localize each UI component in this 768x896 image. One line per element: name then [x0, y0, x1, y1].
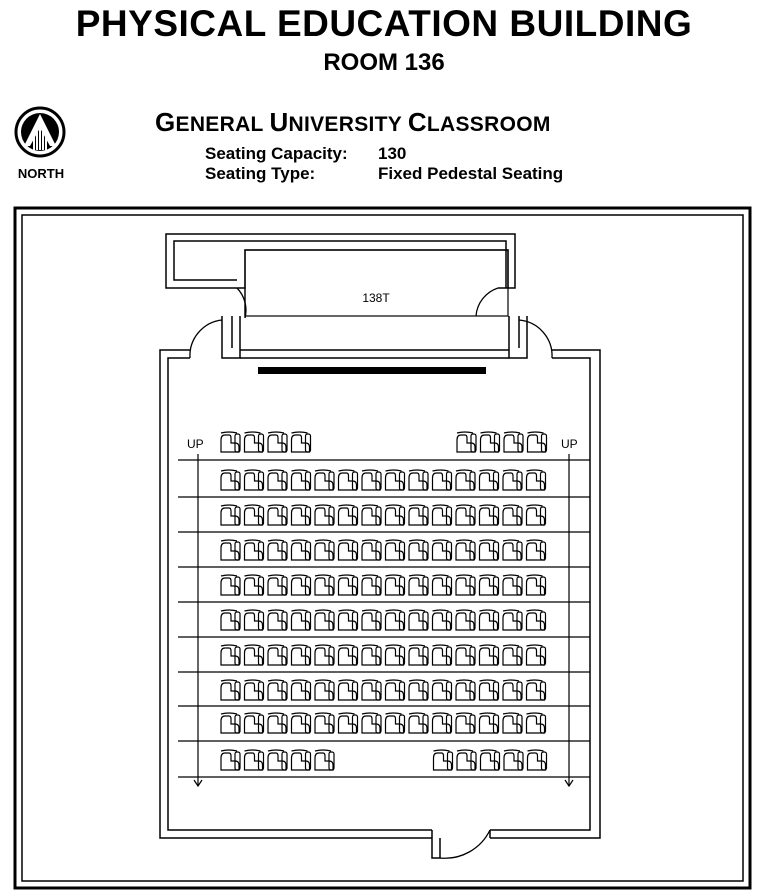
seat-icon [245, 432, 264, 452]
seat-icon [434, 750, 453, 770]
seat-icon [362, 680, 381, 700]
seat-icon [386, 680, 405, 700]
adjacent-room-label: 138T [362, 291, 390, 305]
seat-icon [528, 750, 547, 770]
seat-icon [245, 680, 264, 700]
seat-icon [503, 505, 522, 525]
seat-icon [409, 645, 428, 665]
seat-icon [362, 645, 381, 665]
seat-icon [527, 575, 546, 595]
seat-icon [503, 713, 522, 733]
seat-icon [480, 645, 499, 665]
seat-icon [527, 680, 546, 700]
seat-icon [315, 540, 334, 560]
seat-icon [481, 432, 500, 452]
seat-icon [433, 505, 452, 525]
seat-icon [292, 680, 311, 700]
seat-icon [221, 540, 240, 560]
seat-icon [386, 713, 405, 733]
seat-icon [268, 470, 287, 490]
seat-icon [433, 713, 452, 733]
aisle-up-label-right: UP [561, 437, 578, 451]
seat-icon [433, 575, 452, 595]
seat-icon [386, 645, 405, 665]
seat-icon [221, 680, 240, 700]
seat-icon [315, 645, 334, 665]
seat-icon [245, 713, 264, 733]
seat-icon [245, 610, 264, 630]
seat-icon [504, 432, 523, 452]
seat-icon [457, 750, 476, 770]
whiteboard [258, 367, 486, 374]
seat-icon [292, 610, 311, 630]
seat-icon [527, 645, 546, 665]
seat-icon [339, 610, 358, 630]
seat-icon [433, 645, 452, 665]
seat-icon [221, 505, 240, 525]
seat-icon [409, 610, 428, 630]
seat-icon [409, 713, 428, 733]
seat-icon [409, 575, 428, 595]
seat-icon [386, 575, 405, 595]
north-arrow-icon [14, 106, 66, 158]
room-type-part: NIVERSITY [288, 113, 408, 136]
seat-icon [503, 680, 522, 700]
room-type-heading [155, 106, 551, 141]
seat-icon [409, 505, 428, 525]
seat-icon [528, 432, 547, 452]
seat-icon [503, 645, 522, 665]
seat-icon [362, 713, 381, 733]
seat-icon [315, 713, 334, 733]
seating-area [221, 432, 547, 770]
seat-icon [457, 432, 476, 452]
seat-icon [456, 540, 475, 560]
seat-icon [339, 540, 358, 560]
seat-icon [339, 713, 358, 733]
seat-icon [480, 505, 499, 525]
seat-icon [527, 713, 546, 733]
seat-icon [268, 575, 287, 595]
seat-icon [409, 470, 428, 490]
seat-icon [386, 470, 405, 490]
seat-icon [339, 645, 358, 665]
seat-icon [456, 505, 475, 525]
seat-icon [433, 680, 452, 700]
seat-icon [362, 505, 381, 525]
seat-icon [268, 432, 287, 452]
compass-label: NORTH [17, 166, 65, 181]
seat-icon [362, 610, 381, 630]
seat-icon [245, 540, 264, 560]
plan-frame-inner [22, 215, 743, 881]
seat-icon [503, 610, 522, 630]
seat-icon [315, 680, 334, 700]
seat-icon [315, 505, 334, 525]
seat-icon [292, 432, 311, 452]
aisle-up-label-left: UP [187, 437, 204, 451]
seat-icon [292, 750, 311, 770]
seat-icon [268, 713, 287, 733]
seating-type-label: Seating Type: [205, 164, 316, 183]
seat-icon [480, 575, 499, 595]
seat-icon [480, 470, 499, 490]
seat-icon [527, 540, 546, 560]
seat-icon [503, 470, 522, 490]
seat-icon [315, 750, 334, 770]
seat-icon [456, 575, 475, 595]
seat-icon [292, 470, 311, 490]
seat-icon [339, 575, 358, 595]
seat-icon [503, 540, 522, 560]
seat-icon [456, 610, 475, 630]
seat-icon [245, 470, 264, 490]
seat-icon [221, 610, 240, 630]
seat-icon [362, 540, 381, 560]
seat-icon [386, 610, 405, 630]
seat-icon [480, 713, 499, 733]
room-type-part: C [407, 107, 427, 137]
seat-icon [362, 575, 381, 595]
seat-icon [480, 610, 499, 630]
seat-icon [339, 470, 358, 490]
seat-icon [527, 610, 546, 630]
seat-icon [268, 645, 287, 665]
seat-icon [221, 470, 240, 490]
seat-icon [292, 645, 311, 665]
seat-icon [315, 470, 334, 490]
seat-icon [245, 750, 264, 770]
aisle-arrows [194, 454, 573, 786]
room-type-part: G [155, 107, 176, 137]
plan-frame-outer [15, 208, 750, 888]
seat-icon [268, 540, 287, 560]
seat-icon [480, 680, 499, 700]
seat-icon [221, 645, 240, 665]
seat-icon [409, 540, 428, 560]
building-title: PHYSICAL EDUCATION BUILDING [75, 3, 693, 44]
seat-icon [221, 575, 240, 595]
seat-icon [527, 505, 546, 525]
seat-icon [221, 750, 240, 770]
seat-icon [456, 680, 475, 700]
seat-icon [339, 680, 358, 700]
seat-icon [409, 680, 428, 700]
seat-icon [481, 750, 500, 770]
seat-icon [268, 610, 287, 630]
room-type-part: LASSROOM [426, 113, 551, 136]
seat-icon [362, 470, 381, 490]
room-type-part: U [269, 107, 289, 137]
seat-icon [527, 470, 546, 490]
seat-icon [245, 575, 264, 595]
seat-icon [245, 645, 264, 665]
seat-icon [268, 680, 287, 700]
seat-icon [245, 505, 264, 525]
room-type-part: ENERAL [175, 113, 270, 136]
seat-icon [433, 470, 452, 490]
seat-icon [386, 540, 405, 560]
seat-icon [480, 540, 499, 560]
room-number: ROOM 136 [323, 49, 445, 76]
seat-icon [268, 505, 287, 525]
floor-plan [0, 200, 768, 896]
capacity-value: 130 [378, 144, 407, 163]
capacity-label: Seating Capacity: [205, 144, 348, 163]
seat-icon [456, 470, 475, 490]
seat-icon [339, 505, 358, 525]
seat-icon [292, 540, 311, 560]
seat-icon [503, 575, 522, 595]
seat-icon [456, 713, 475, 733]
seat-icon [386, 505, 405, 525]
seat-icon [221, 432, 240, 452]
seat-icon [315, 610, 334, 630]
seat-icon [433, 610, 452, 630]
seat-icon [292, 575, 311, 595]
seat-icon [433, 540, 452, 560]
seat-icon [221, 713, 240, 733]
seat-icon [315, 575, 334, 595]
seating-type-value: Fixed Pedestal Seating [378, 164, 564, 183]
seat-icon [504, 750, 523, 770]
walls [160, 234, 600, 858]
seat-icon [292, 505, 311, 525]
seat-icon [268, 750, 287, 770]
seat-icon [292, 713, 311, 733]
seat-icon [456, 645, 475, 665]
